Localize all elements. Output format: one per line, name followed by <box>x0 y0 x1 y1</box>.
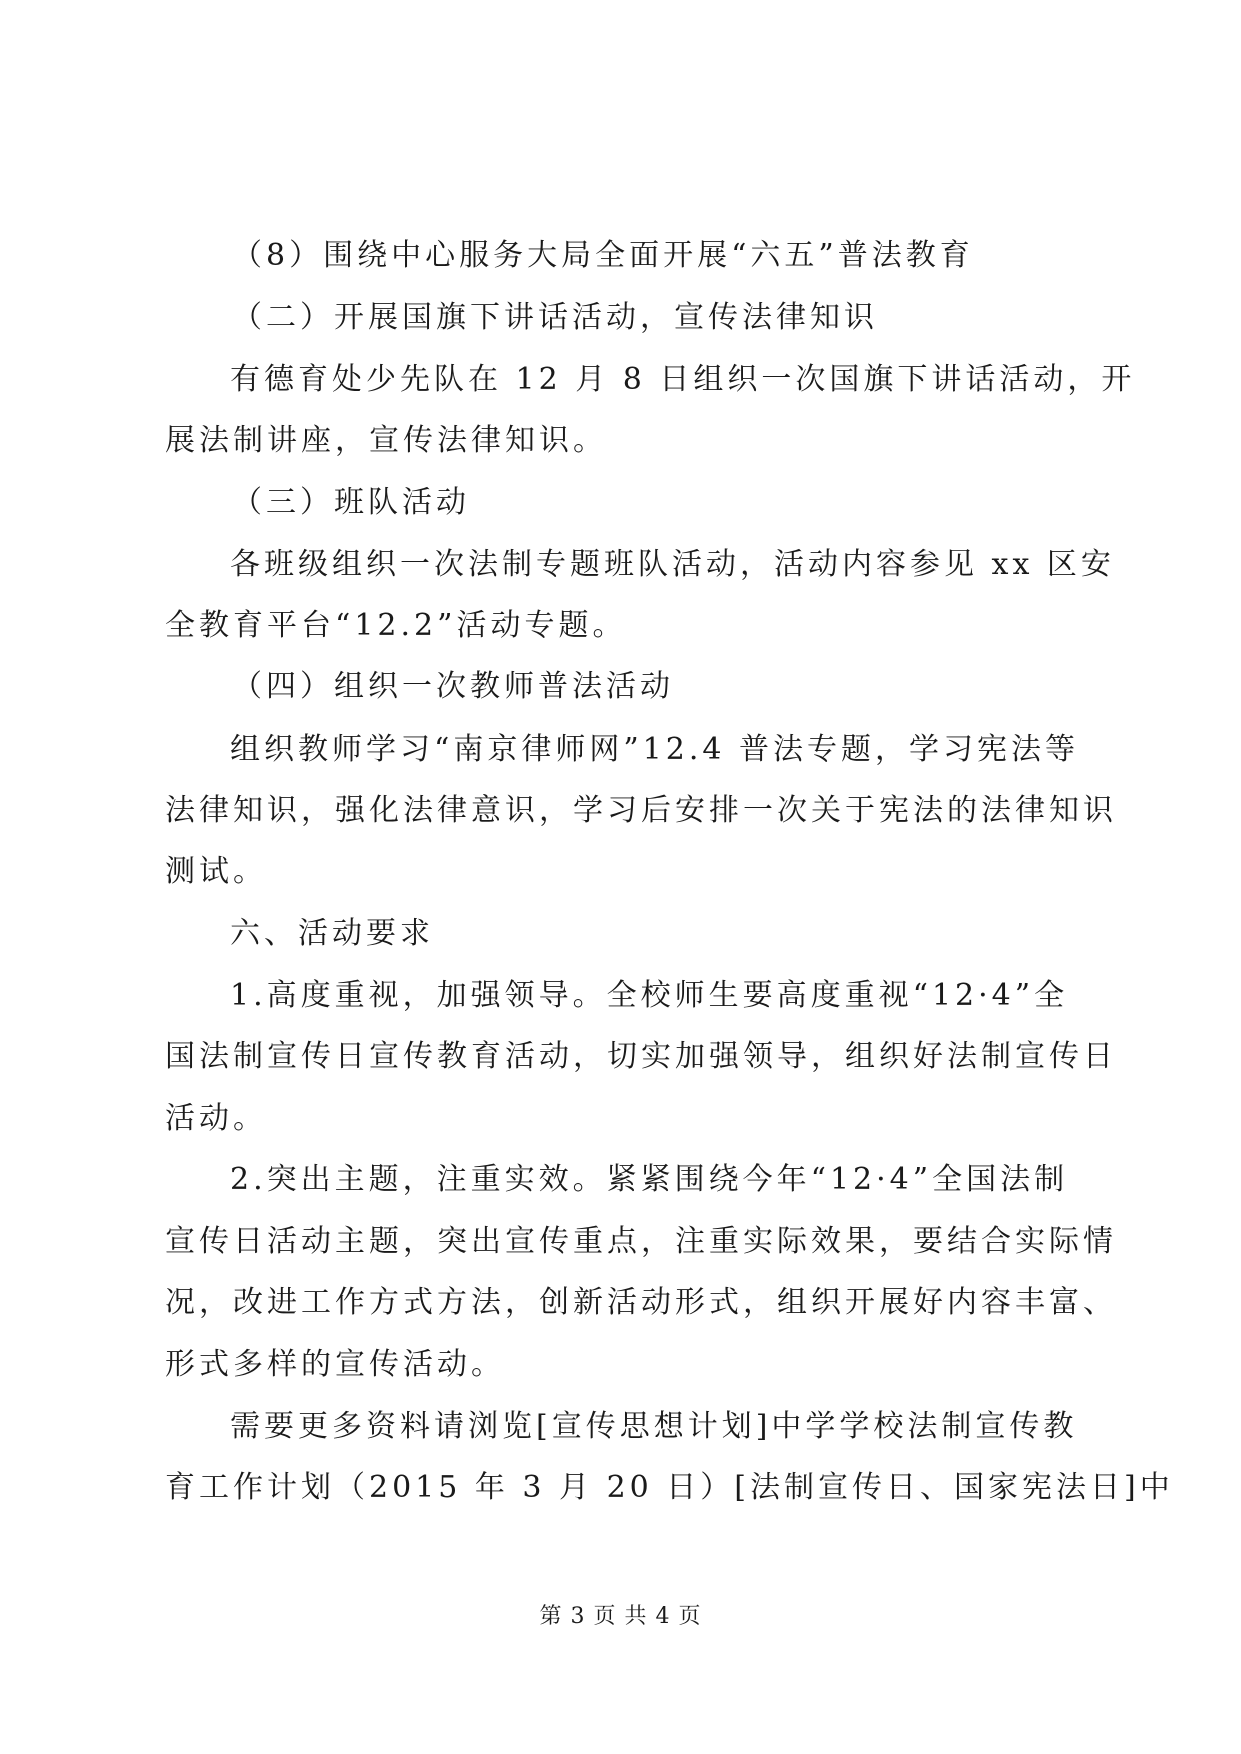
paragraph-line: 育工作计划（2015 年 3 月 20 日）[法制宣传日、国家宪法日]中 <box>165 1470 1174 1505</box>
section-heading-3: （三）班队活动 <box>232 485 470 520</box>
paragraph-line: 测试。 <box>165 854 267 889</box>
paragraph-line: 需要更多资料请浏览[宣传思想计划]中学学校法制宣传教 <box>230 1409 1078 1444</box>
paragraph-line: 有德育处少先队在 12 月 8 日组织一次国旗下讲话活动，开 <box>230 362 1136 397</box>
paragraph-line: 况，改进工作方式方法，创新活动形式，组织开展好内容丰富、 <box>165 1285 1117 1320</box>
section-heading-requirements: 六、活动要求 <box>230 916 434 951</box>
page-footer: 第 3 页 共 4 页 <box>539 1604 702 1629</box>
section-heading-2: （二）开展国旗下讲话活动，宣传法律知识 <box>232 300 878 335</box>
section-heading-4: （四）组织一次教师普法活动 <box>232 669 674 704</box>
heading-item-8: （8）围绕中心服务大局全面开展“六五”普法教育 <box>232 238 974 273</box>
paragraph-line: 2.突出主题，注重实效。紧紧围绕今年“12·4”全国法制 <box>230 1162 1069 1197</box>
paragraph-line: 组织教师学习“南京律师网”12.4 普法专题，学习宪法等 <box>230 732 1080 767</box>
paragraph-line: 形式多样的宣传活动。 <box>165 1347 505 1382</box>
paragraph-line: 活动。 <box>165 1101 267 1136</box>
paragraph-line: 宣传日活动主题，突出宣传重点，注重实际效果，要结合实际情 <box>165 1224 1117 1259</box>
paragraph-line: 1.高度重视，加强领导。全校师生要高度重视“12·4”全 <box>230 978 1069 1013</box>
paragraph-line: 国法制宣传日宣传教育活动，切实加强领导，组织好法制宣传日 <box>165 1039 1117 1074</box>
paragraph-line: 法律知识，强化法律意识，学习后安排一次关于宪法的法律知识 <box>165 793 1117 828</box>
paragraph-line: 各班级组织一次法制专题班队活动，活动内容参见 xx 区安 <box>230 547 1115 582</box>
paragraph-line: 展法制讲座，宣传法律知识。 <box>165 423 607 458</box>
paragraph-line: 全教育平台“12.2”活动专题。 <box>165 608 627 643</box>
